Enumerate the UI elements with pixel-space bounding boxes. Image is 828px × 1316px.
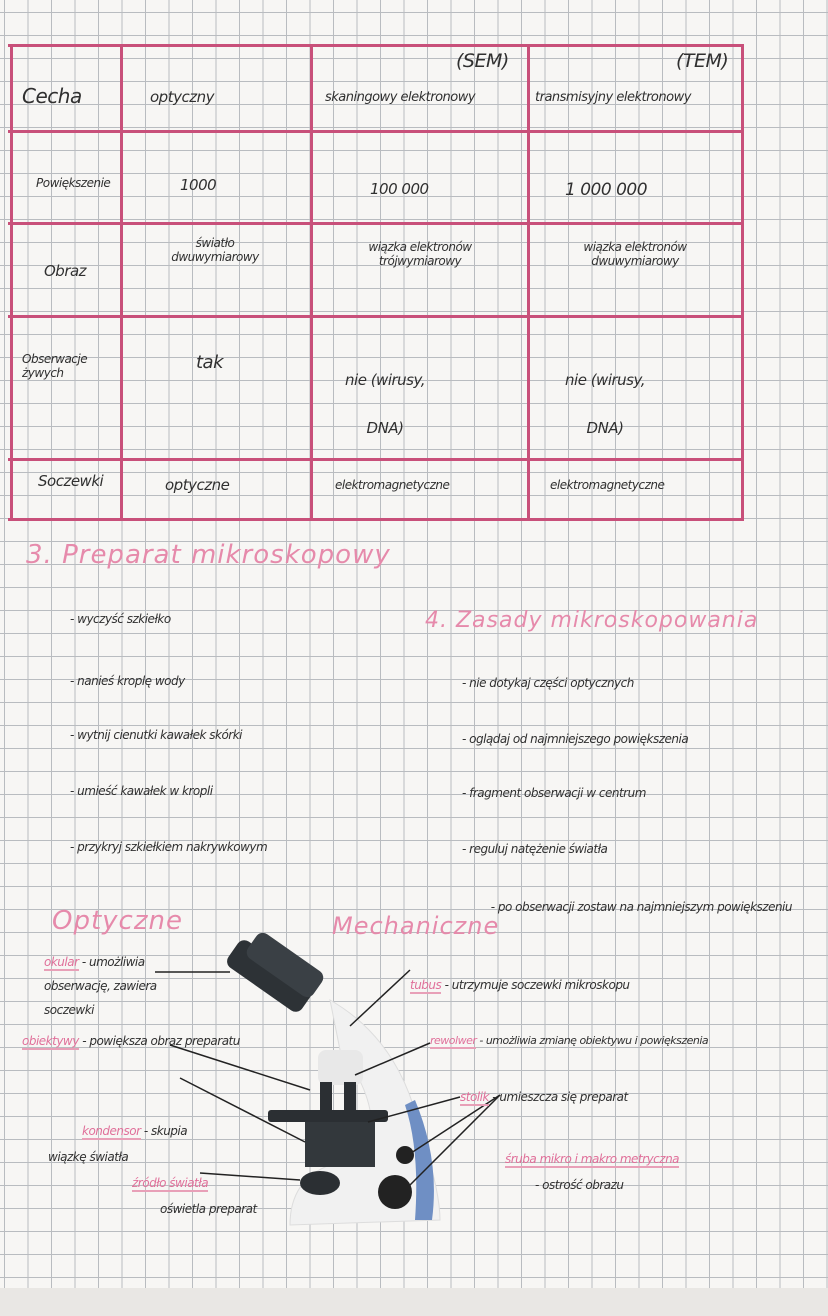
cell: nie (wirusy, DNA) — [345, 371, 425, 437]
tem-tag: (TEM) — [676, 50, 729, 72]
label-sruba: śruba mikro i makro metryczna - ostrość obrazu — [505, 1152, 680, 1192]
list-item: - wyczyść szkiełko — [70, 612, 171, 626]
row-label: Powiększenie — [36, 176, 111, 190]
cell: nie (wirusy, DNA) — [565, 371, 645, 437]
sem-tag: (SEM) — [456, 50, 509, 72]
cell: 1 000 000 — [565, 180, 648, 200]
list-item: - przykryj szkiełkiem nakrywkowym — [70, 840, 268, 854]
cell: 1000 — [180, 176, 217, 194]
label-stolik: stolik - umieszcza się preparat — [460, 1090, 628, 1104]
label-zrodlo-swiatla: źródło światła oświetla preparat — [132, 1176, 257, 1216]
label-tubus: tubus - utrzymuje soczewki mikroskopu — [410, 978, 630, 992]
list-item: - oglądaj od najmniejszego powiększenia — [462, 732, 689, 746]
list-item: - umieść kawałek w kropli — [70, 784, 213, 798]
label-okular: okular - umożliwia obserwację, zawiera soczewki — [44, 955, 157, 1017]
header-tem: transmisyjny elektronowy — [535, 90, 691, 105]
list-item: - wytnij cienutki kawałek skórki — [70, 728, 243, 742]
mechanical-title: Mechaniczne — [332, 912, 500, 940]
cell: wiązka elektronów trójwymiarowy — [368, 240, 472, 268]
cell: wiązka elektronów dwuwymiarowy — [583, 240, 687, 268]
section4-title: 4. Zasady mikroskopowania — [425, 608, 759, 633]
row-label: Obserwacje żywych — [22, 352, 88, 380]
list-item: - nanieś kroplę wody — [70, 674, 185, 688]
cell: światło dwuwymiarowy — [171, 236, 259, 264]
list-item: - po obserwacji zostaw na najmniejszym powiększeniu — [490, 900, 792, 914]
label-obiektywy: obiektywy - powiększa obraz preparatu — [22, 1034, 240, 1048]
section3-title: 3. Preparat mikroskopowy — [26, 540, 391, 570]
cell: optyczne — [165, 476, 230, 494]
header-cecha: Cecha — [22, 84, 82, 108]
cell: elektromagnetyczne — [550, 478, 665, 492]
header-optical: optyczny — [150, 88, 214, 106]
cell: 100 000 — [370, 180, 429, 198]
label-rewolwer: rewolwer - umożliwia zmianę obiektywu i powiększenia — [430, 1034, 709, 1047]
list-item: - nie dotykaj części optycznych — [462, 676, 634, 690]
list-item: - reguluj natężenie światła — [462, 842, 608, 856]
optical-title: Optyczne — [52, 906, 183, 936]
list-item: - fragment obserwacji w centrum — [462, 786, 646, 800]
label-kondensor: kondensor - skupia wiązkę światła — [48, 1124, 188, 1164]
row-label: Obraz — [44, 262, 87, 280]
cell: elektromagnetyczne — [335, 478, 450, 492]
header-sem: skaningowy elektronowy — [325, 90, 476, 105]
row-label: Soczewki — [38, 472, 104, 490]
cell: tak — [196, 352, 224, 373]
page-edge — [0, 1288, 828, 1316]
